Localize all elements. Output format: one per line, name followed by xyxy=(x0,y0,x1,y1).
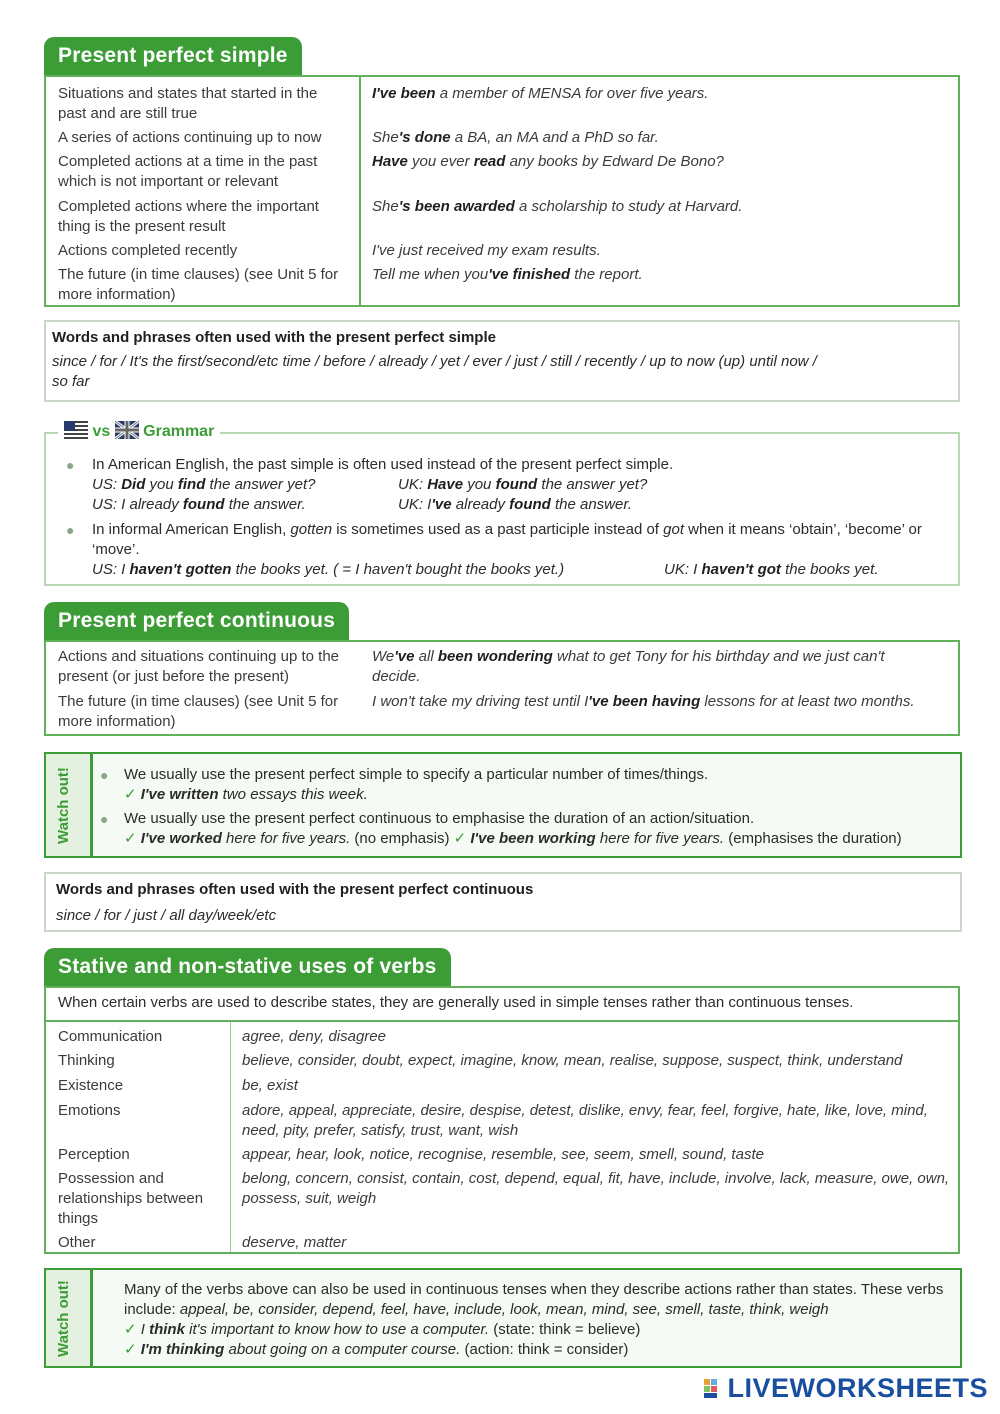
verbs-cell: belong, concern, consist, contain, cost, depend, equal, fit, have, include, involve, lack, measure, owe, own, possess, suit, weigh xyxy=(242,1170,950,1207)
usage-cell: Actions and situations continuing up to the present (or just before the present) xyxy=(58,648,340,685)
grammar-point-2: In informal American English, gotten is sometimes used as a past participle instead of got when it means ‘obtain’, ‘become’ or ‘move’. xyxy=(92,521,922,558)
column-gap xyxy=(359,642,361,734)
usage-cell: Completed actions at a time in the past which is not important or relevant xyxy=(58,153,318,190)
watch2-point: Many of the verbs above can also be used in continuous tenses when they describe actions rather than states. These verbs include: appeal, be, consider, depend, feel, have, include, look, mean, mind, see, smell, taste, think, weigh xyxy=(124,1281,944,1318)
watch2-example-1: ✓ I think it's important to know how to use a computer. (state: think = believe) xyxy=(124,1321,641,1338)
usage-cell: Completed actions where the important thing is the present result xyxy=(58,198,319,235)
usage-cell: The future (in time clauses) (see Unit 5 for more information) xyxy=(58,693,339,730)
verbs-cell: be, exist xyxy=(242,1077,298,1094)
us-example-2: US: I already found the answer. xyxy=(92,496,306,513)
bullet-icon: ● xyxy=(100,767,109,783)
words-continuous-box xyxy=(44,872,962,932)
words-continuous-text: since / for / just / all day/week/etc xyxy=(56,907,277,924)
words-simple-box xyxy=(44,320,960,402)
verbs-cell: appear, hear, look, notice, recognise, resemble, see, seem, smell, sound, taste xyxy=(242,1146,764,1163)
uk-example-3: UK: I haven't got the books yet. xyxy=(664,561,879,578)
category-cell: Perception xyxy=(58,1146,130,1163)
logo-text: LIVEWORKSHEETS xyxy=(727,1373,988,1403)
watch-out-label: Watch out! xyxy=(55,1280,72,1358)
watch2-example-2: ✓ I'm thinking about going on a computer course. (action: think = consider) xyxy=(124,1341,629,1358)
bullet-icon: ● xyxy=(66,522,75,538)
us-flag-icon xyxy=(64,421,88,439)
usage-cell: The future (in time clauses) (see Unit 5 for more information) xyxy=(58,266,339,303)
column-divider xyxy=(230,1022,231,1252)
stative-intro: When certain verbs are used to describe states, they are generally used in simple tenses rather than continuous tenses. xyxy=(58,994,854,1011)
watch-example-1: ✓ I've written two essays this week. xyxy=(124,786,368,803)
header-divider xyxy=(46,1020,958,1022)
liveworksheets-logo-icon xyxy=(703,1376,725,1400)
category-cell: Communication xyxy=(58,1028,163,1045)
watch-out-label: Watch out! xyxy=(55,767,72,845)
example-cell: She's done a BA, an MA and a PhD so far. xyxy=(372,129,659,146)
example-cell: I won't take my driving test until I've been having lessons for at least two months. xyxy=(372,693,915,710)
category-cell: Other xyxy=(58,1234,96,1251)
bullet-icon: ● xyxy=(100,811,109,827)
section-title-present-perfect-simple: Present perfect simple xyxy=(44,37,302,75)
bullet-icon: ● xyxy=(66,457,75,473)
usage-cell: A series of actions continuing up to now xyxy=(58,129,322,146)
uk-example-1: UK: Have you found the answer yet? xyxy=(398,476,648,493)
category-cell: Emotions xyxy=(58,1102,121,1119)
section-title-stative-verbs: Stative and non-stative uses of verbs xyxy=(44,948,451,986)
verbs-cell: believe, consider, doubt, expect, imagine, know, mean, realise, suppose, suspect, think, understand xyxy=(242,1052,903,1069)
watch-point-1: We usually use the present perfect simple to specify a particular number of times/things. xyxy=(124,766,709,783)
uk-flag-icon xyxy=(115,421,139,439)
example-cell: I've just received my exam results. xyxy=(372,242,601,259)
watch-out-box-1 xyxy=(44,752,962,858)
words-continuous-title: Words and phrases often used with the present perfect continuous xyxy=(56,881,534,898)
verbs-cell: agree, deny, disagree xyxy=(242,1028,386,1045)
grammar-heading xyxy=(58,420,220,444)
example-cell: She's been awarded a scholarship to study at Harvard. xyxy=(372,198,743,215)
example-cell: Have you ever read any books by Edward De Bono? xyxy=(372,153,724,170)
pps-table xyxy=(44,75,960,307)
category-cell: Thinking xyxy=(58,1052,115,1069)
example-cell: We've all been wondering what to get Tony for his birthday and we just can't decide. xyxy=(372,648,885,685)
verbs-cell: deserve, matter xyxy=(242,1234,347,1251)
category-cell: Existence xyxy=(58,1077,124,1094)
liveworksheets-logo xyxy=(703,1373,988,1403)
words-simple-text: since / for / It's the first/second/etc time / before / already / yet / ever / just / still / recently / up to now (up) until now / so far xyxy=(52,353,817,390)
ppc-table xyxy=(44,640,960,736)
watch-out-band xyxy=(46,1270,93,1366)
us-example-1: US: Did you find the answer yet? xyxy=(92,476,316,493)
usage-cell: Situations and states that started in the past and are still true xyxy=(58,85,318,122)
verbs-cell: adore, appeal, appreciate, desire, despise, detest, dislike, envy, fear, feel, forgive, hate, like, love, mind, need, pity, prefer, satisfy, trust, want, wish xyxy=(242,1102,928,1139)
watch-out-box-2 xyxy=(44,1268,962,1368)
section-title-present-perfect-continuous: Present perfect continuous xyxy=(44,602,349,640)
vs-label: vs xyxy=(92,423,111,440)
us-example-3: US: I haven't gotten the books yet. ( = I haven't bought the books yet.) xyxy=(92,561,565,578)
stative-table xyxy=(44,986,960,1254)
watch-out-band xyxy=(46,754,93,856)
grammar-title: Grammar xyxy=(143,423,215,440)
usage-cell: Actions completed recently xyxy=(58,242,238,259)
watch-point-2: We usually use the present perfect continuous to emphasise the duration of an action/situation. xyxy=(124,810,755,827)
watch-example-2: ✓ I've worked here for five years. (no emphasis) ✓ I've been working here for five years. (emphasises the duration) xyxy=(124,830,902,847)
category-cell: Possession and relationships between things xyxy=(58,1170,204,1227)
words-simple-title: Words and phrases often used with the present perfect simple xyxy=(52,329,496,346)
example-cell: I've been a member of MENSA for over five years. xyxy=(372,85,709,102)
grammar-point-1: In American English, the past simple is often used instead of the present perfect simple. xyxy=(92,456,674,473)
example-cell: Tell me when you've finished the report. xyxy=(372,266,643,283)
uk-example-2: UK: I've already found the answer. xyxy=(398,496,632,513)
column-divider xyxy=(359,77,361,305)
